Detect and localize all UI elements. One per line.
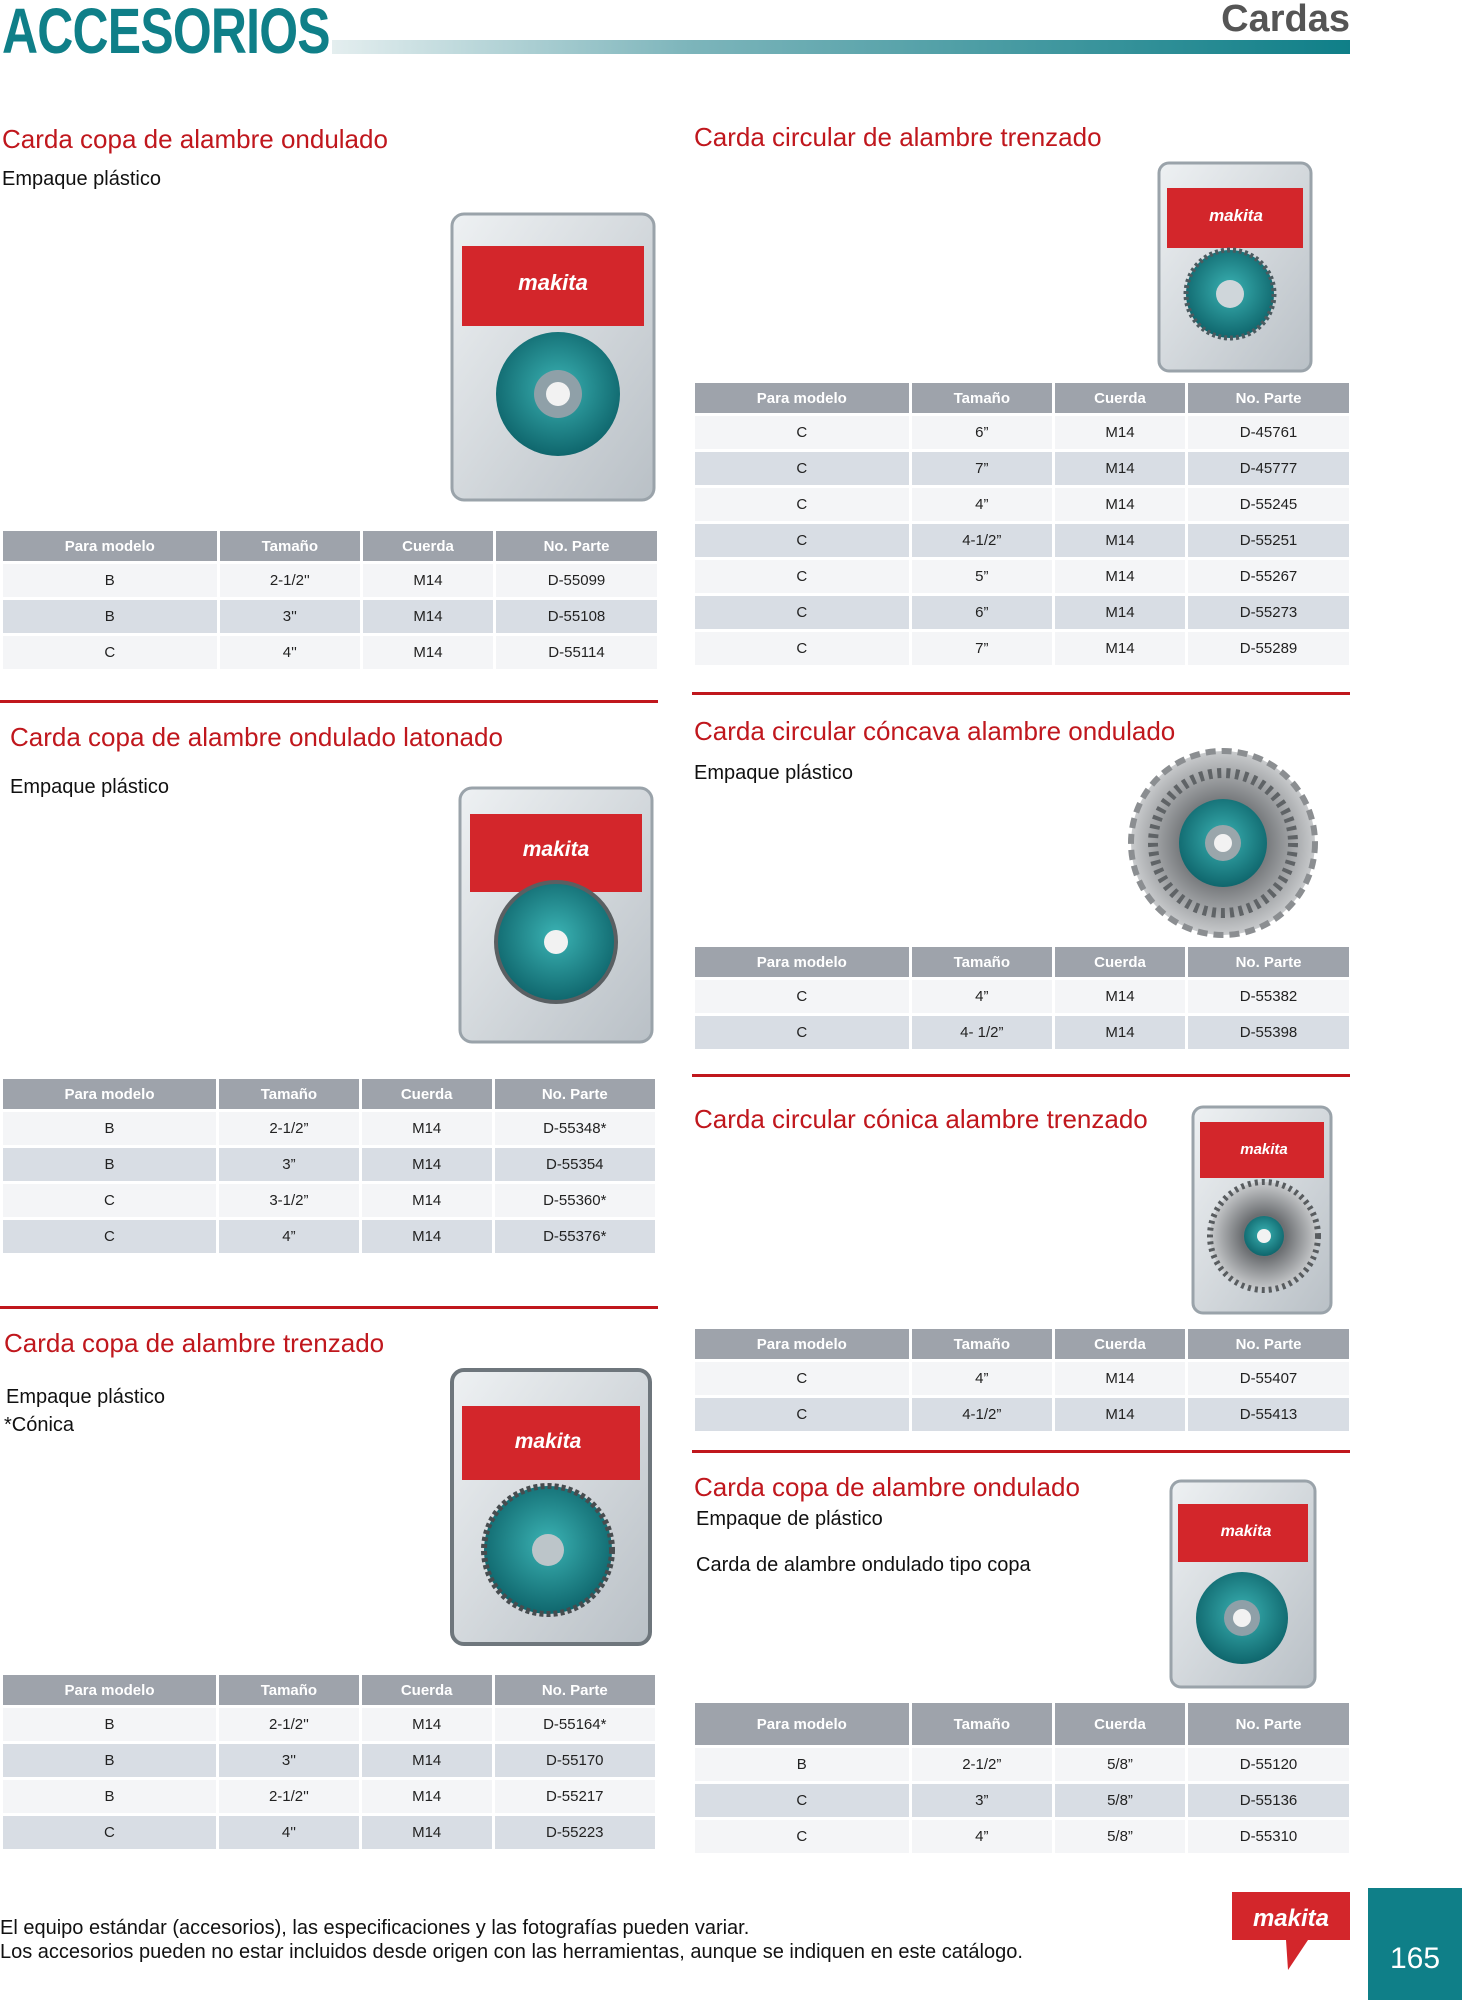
table-cell: D-55251 xyxy=(1188,524,1349,557)
table-cell: 5/8” xyxy=(1055,1748,1185,1781)
brand-logo: makita xyxy=(1240,1141,1288,1158)
section-subtitle: Empaque de plástico xyxy=(696,1508,883,1530)
col-header: Tamaño xyxy=(220,531,360,561)
table-cell: 4” xyxy=(912,1820,1052,1853)
table-row xyxy=(695,632,1349,665)
header-bar xyxy=(332,40,1350,54)
col-header: Para modelo xyxy=(695,1329,909,1359)
table-cell: M14 xyxy=(362,1220,492,1253)
product-image-blister xyxy=(448,1366,654,1648)
table-cell: C xyxy=(695,980,909,1013)
table-header-row xyxy=(695,383,1349,413)
spec-table xyxy=(692,1326,1352,1434)
table-row xyxy=(695,1748,1349,1781)
table-cell: 4'' xyxy=(219,1816,359,1849)
section-subtitle: Empaque plástico xyxy=(6,1386,165,1408)
table-cell: D-55164* xyxy=(495,1708,655,1741)
section-divider xyxy=(692,692,1350,695)
table-row xyxy=(695,1398,1349,1431)
table-cell: D-45777 xyxy=(1188,452,1349,485)
table-cell: M14 xyxy=(1055,632,1185,665)
footer-line: Los accesorios pueden no estar incluidos desde origen con las herramientas, aunque se indiquen en este catálogo. xyxy=(0,1941,1023,1963)
col-header: Para modelo xyxy=(3,531,217,561)
table-header-row xyxy=(3,531,657,561)
table-cell: C xyxy=(695,416,909,449)
section-title: Carda circular de alambre trenzado xyxy=(694,122,1102,152)
table-row xyxy=(695,560,1349,593)
table-cell: D-55108 xyxy=(496,600,657,633)
table-cell: C xyxy=(695,524,909,557)
table-cell: D-55136 xyxy=(1188,1784,1349,1817)
table-cell: C xyxy=(695,488,909,521)
section-title: Carda copa de alambre trenzado xyxy=(4,1328,385,1358)
table-cell: D-55360* xyxy=(495,1184,655,1217)
table-cell: C xyxy=(3,1816,216,1849)
table-cell: C xyxy=(695,452,909,485)
table-cell: C xyxy=(695,1820,909,1853)
col-header: No. Parte xyxy=(495,1675,655,1705)
col-header: Tamaño xyxy=(912,1329,1052,1359)
table-cell: C xyxy=(695,1362,909,1395)
product-image-wire-wheel xyxy=(1126,746,1320,940)
table-cell: C xyxy=(695,1398,909,1431)
table-cell: D-55407 xyxy=(1188,1362,1349,1395)
table-row xyxy=(695,524,1349,557)
table-row xyxy=(3,564,657,597)
table-header-row xyxy=(695,947,1349,977)
table-cell: 2-1/2'' xyxy=(220,564,360,597)
table-cell: D-55120 xyxy=(1188,1748,1349,1781)
table-row xyxy=(695,1784,1349,1817)
col-header: Tamaño xyxy=(219,1079,359,1109)
table-row xyxy=(695,488,1349,521)
table-row xyxy=(695,1016,1349,1049)
spec-table xyxy=(692,380,1352,668)
table-cell: 4” xyxy=(912,1362,1052,1395)
col-header: Tamaño xyxy=(219,1675,359,1705)
section-title: Carda circular cónica alambre trenzado xyxy=(694,1104,1148,1134)
table-cell: M14 xyxy=(362,1816,492,1849)
table-cell: D-55310 xyxy=(1188,1820,1349,1853)
footer-disclaimer xyxy=(0,1916,1023,1964)
table-cell: M14 xyxy=(363,564,493,597)
table-cell: D-45761 xyxy=(1188,416,1349,449)
table-cell: 5/8” xyxy=(1055,1784,1185,1817)
col-header: Cuerda xyxy=(1055,947,1185,977)
page-title: ACCESORIOS xyxy=(2,0,330,67)
table-cell: 4- 1/2” xyxy=(912,1016,1052,1049)
table-row xyxy=(695,596,1349,629)
table-cell: D-55376* xyxy=(495,1220,655,1253)
spec-table xyxy=(0,1076,658,1256)
col-header: Cuerda xyxy=(1055,1329,1185,1359)
spec-table xyxy=(692,944,1352,1052)
brand-logo: makita xyxy=(514,1430,582,1453)
table-cell: B xyxy=(3,1148,216,1181)
table-cell: D-55348* xyxy=(495,1112,655,1145)
col-header: Para modelo xyxy=(3,1079,216,1109)
page-number: 165 xyxy=(1368,1888,1462,2000)
table-cell: M14 xyxy=(1055,1398,1185,1431)
section-title: Carda copa de alambre ondulado xyxy=(2,124,388,154)
table-cell: 4'' xyxy=(220,636,360,669)
table-cell: M14 xyxy=(362,1148,492,1181)
table-cell: 3'' xyxy=(219,1744,359,1777)
col-header: Para modelo xyxy=(695,383,909,413)
table-cell: M14 xyxy=(363,636,493,669)
table-cell: D-55398 xyxy=(1188,1016,1349,1049)
table-row xyxy=(695,980,1349,1013)
table-header-row xyxy=(3,1079,655,1109)
col-header: No. Parte xyxy=(1188,383,1349,413)
brand-logo: makita xyxy=(1220,1523,1272,1540)
product-image-blister xyxy=(1190,1104,1334,1316)
table-row xyxy=(3,1744,655,1777)
table-cell: 4” xyxy=(912,980,1052,1013)
table-cell: 5/8” xyxy=(1055,1820,1185,1853)
table-cell: C xyxy=(695,1016,909,1049)
product-image-blister xyxy=(448,210,658,504)
table-cell: D-55289 xyxy=(1188,632,1349,665)
table-cell: 4” xyxy=(912,488,1052,521)
table-cell: 4” xyxy=(219,1220,359,1253)
table-cell: 7” xyxy=(912,452,1052,485)
spec-table xyxy=(692,1700,1352,1856)
table-cell: B xyxy=(3,1744,216,1777)
brand-logo: makita xyxy=(1209,206,1263,225)
table-header-row xyxy=(695,1703,1349,1745)
table-cell: M14 xyxy=(363,600,493,633)
section-divider xyxy=(692,1074,1350,1077)
table-cell: M14 xyxy=(1055,596,1185,629)
table-cell: D-55245 xyxy=(1188,488,1349,521)
col-header: Tamaño xyxy=(912,947,1052,977)
table-cell: M14 xyxy=(1055,488,1185,521)
table-cell: 5” xyxy=(912,560,1052,593)
category-title: Cardas xyxy=(1221,0,1350,40)
col-header: Cuerda xyxy=(363,531,493,561)
col-header: Cuerda xyxy=(362,1675,492,1705)
table-cell: M14 xyxy=(1055,980,1185,1013)
table-cell: 3” xyxy=(912,1784,1052,1817)
col-header: Tamaño xyxy=(912,383,1052,413)
table-cell: D-55382 xyxy=(1188,980,1349,1013)
table-row xyxy=(695,1820,1349,1853)
product-image-blister xyxy=(1156,160,1314,374)
table-cell: M14 xyxy=(1055,452,1185,485)
table-cell: 4-1/2” xyxy=(912,1398,1052,1431)
table-row xyxy=(3,1148,655,1181)
section-divider xyxy=(0,1306,658,1309)
makita-logo xyxy=(1232,1888,1350,1972)
section-subtitle: Empaque plástico xyxy=(2,168,161,190)
section-divider xyxy=(0,700,658,703)
section-note: *Cónica xyxy=(4,1414,75,1436)
table-row xyxy=(3,1780,655,1813)
table-cell: D-55354 xyxy=(495,1148,655,1181)
table-cell: D-55413 xyxy=(1188,1398,1349,1431)
table-row xyxy=(695,1362,1349,1395)
table-row xyxy=(3,600,657,633)
table-cell: 2-1/2” xyxy=(912,1748,1052,1781)
table-cell: C xyxy=(3,1184,216,1217)
table-cell: 6” xyxy=(912,596,1052,629)
col-header: Cuerda xyxy=(1055,1703,1185,1745)
table-cell: D-55273 xyxy=(1188,596,1349,629)
table-cell: M14 xyxy=(1055,524,1185,557)
table-cell: 3'' xyxy=(220,600,360,633)
table-cell: B xyxy=(3,564,217,597)
table-cell: C xyxy=(3,636,217,669)
table-cell: M14 xyxy=(1055,1016,1185,1049)
col-header: Cuerda xyxy=(362,1079,492,1109)
footer-logo-text: makita xyxy=(1252,1905,1330,1932)
col-header: No. Parte xyxy=(495,1079,655,1109)
table-cell: 2-1/2'' xyxy=(219,1780,359,1813)
table-cell: M14 xyxy=(362,1708,492,1741)
col-header: Tamaño xyxy=(912,1703,1052,1745)
table-cell: B xyxy=(695,1748,909,1781)
section-title: Carda copa de alambre ondulado latonado xyxy=(10,722,503,752)
col-header: No. Parte xyxy=(496,531,657,561)
table-cell: D-55267 xyxy=(1188,560,1349,593)
table-cell: 3-1/2” xyxy=(219,1184,359,1217)
section-subtitle: Empaque plástico xyxy=(694,762,853,784)
section-title: Carda circular cóncava alambre ondulado xyxy=(694,716,1176,746)
table-cell: C xyxy=(695,1784,909,1817)
section-title: Carda copa de alambre ondulado xyxy=(694,1472,1080,1502)
product-image-blister xyxy=(1168,1478,1318,1690)
table-cell: B xyxy=(3,1112,216,1145)
table-row xyxy=(695,452,1349,485)
brand-logo: makita xyxy=(518,270,588,295)
table-cell: 2-1/2” xyxy=(219,1112,359,1145)
table-header-row xyxy=(695,1329,1349,1359)
col-header: Para modelo xyxy=(3,1675,216,1705)
table-cell: D-55170 xyxy=(495,1744,655,1777)
table-cell: D-55217 xyxy=(495,1780,655,1813)
section-divider xyxy=(692,1450,1350,1453)
spec-table xyxy=(0,1672,658,1852)
table-cell: 4-1/2” xyxy=(912,524,1052,557)
section-subtitle: Empaque plástico xyxy=(10,776,169,798)
footer-line: El equipo estándar (accesorios), las especificaciones y las fotografías pueden variar. xyxy=(0,1917,750,1939)
table-cell: M14 xyxy=(362,1780,492,1813)
table-cell: M14 xyxy=(1055,560,1185,593)
table-row xyxy=(695,416,1349,449)
table-cell: 6” xyxy=(912,416,1052,449)
col-header: No. Parte xyxy=(1188,947,1349,977)
table-cell: M14 xyxy=(362,1112,492,1145)
table-row xyxy=(3,636,657,669)
table-cell: 3” xyxy=(219,1148,359,1181)
table-cell: C xyxy=(695,596,909,629)
product-image-blister xyxy=(456,784,656,1046)
table-cell: 2-1/2'' xyxy=(219,1708,359,1741)
col-header: No. Parte xyxy=(1188,1703,1349,1745)
table-cell: D-55223 xyxy=(495,1816,655,1849)
table-cell: D-55099 xyxy=(496,564,657,597)
brand-logo: makita xyxy=(522,838,590,861)
col-header: Para modelo xyxy=(695,947,909,977)
section-description: Carda de alambre ondulado tipo copa xyxy=(696,1554,1031,1576)
table-cell: D-55114 xyxy=(496,636,657,669)
table-cell: C xyxy=(695,560,909,593)
table-cell: M14 xyxy=(362,1744,492,1777)
table-cell: B xyxy=(3,1708,216,1741)
table-cell: C xyxy=(695,632,909,665)
table-cell: B xyxy=(3,600,217,633)
table-cell: M14 xyxy=(362,1184,492,1217)
table-row xyxy=(3,1112,655,1145)
col-header: Para modelo xyxy=(695,1703,909,1745)
col-header: No. Parte xyxy=(1188,1329,1349,1359)
table-cell: 7” xyxy=(912,632,1052,665)
table-cell: M14 xyxy=(1055,1362,1185,1395)
spec-table xyxy=(0,528,660,672)
table-row xyxy=(3,1816,655,1849)
table-row xyxy=(3,1184,655,1217)
table-row xyxy=(3,1708,655,1741)
table-cell: B xyxy=(3,1780,216,1813)
table-row xyxy=(3,1220,655,1253)
col-header: Cuerda xyxy=(1055,383,1185,413)
table-cell: C xyxy=(3,1220,216,1253)
table-cell: M14 xyxy=(1055,416,1185,449)
table-header-row xyxy=(3,1675,655,1705)
